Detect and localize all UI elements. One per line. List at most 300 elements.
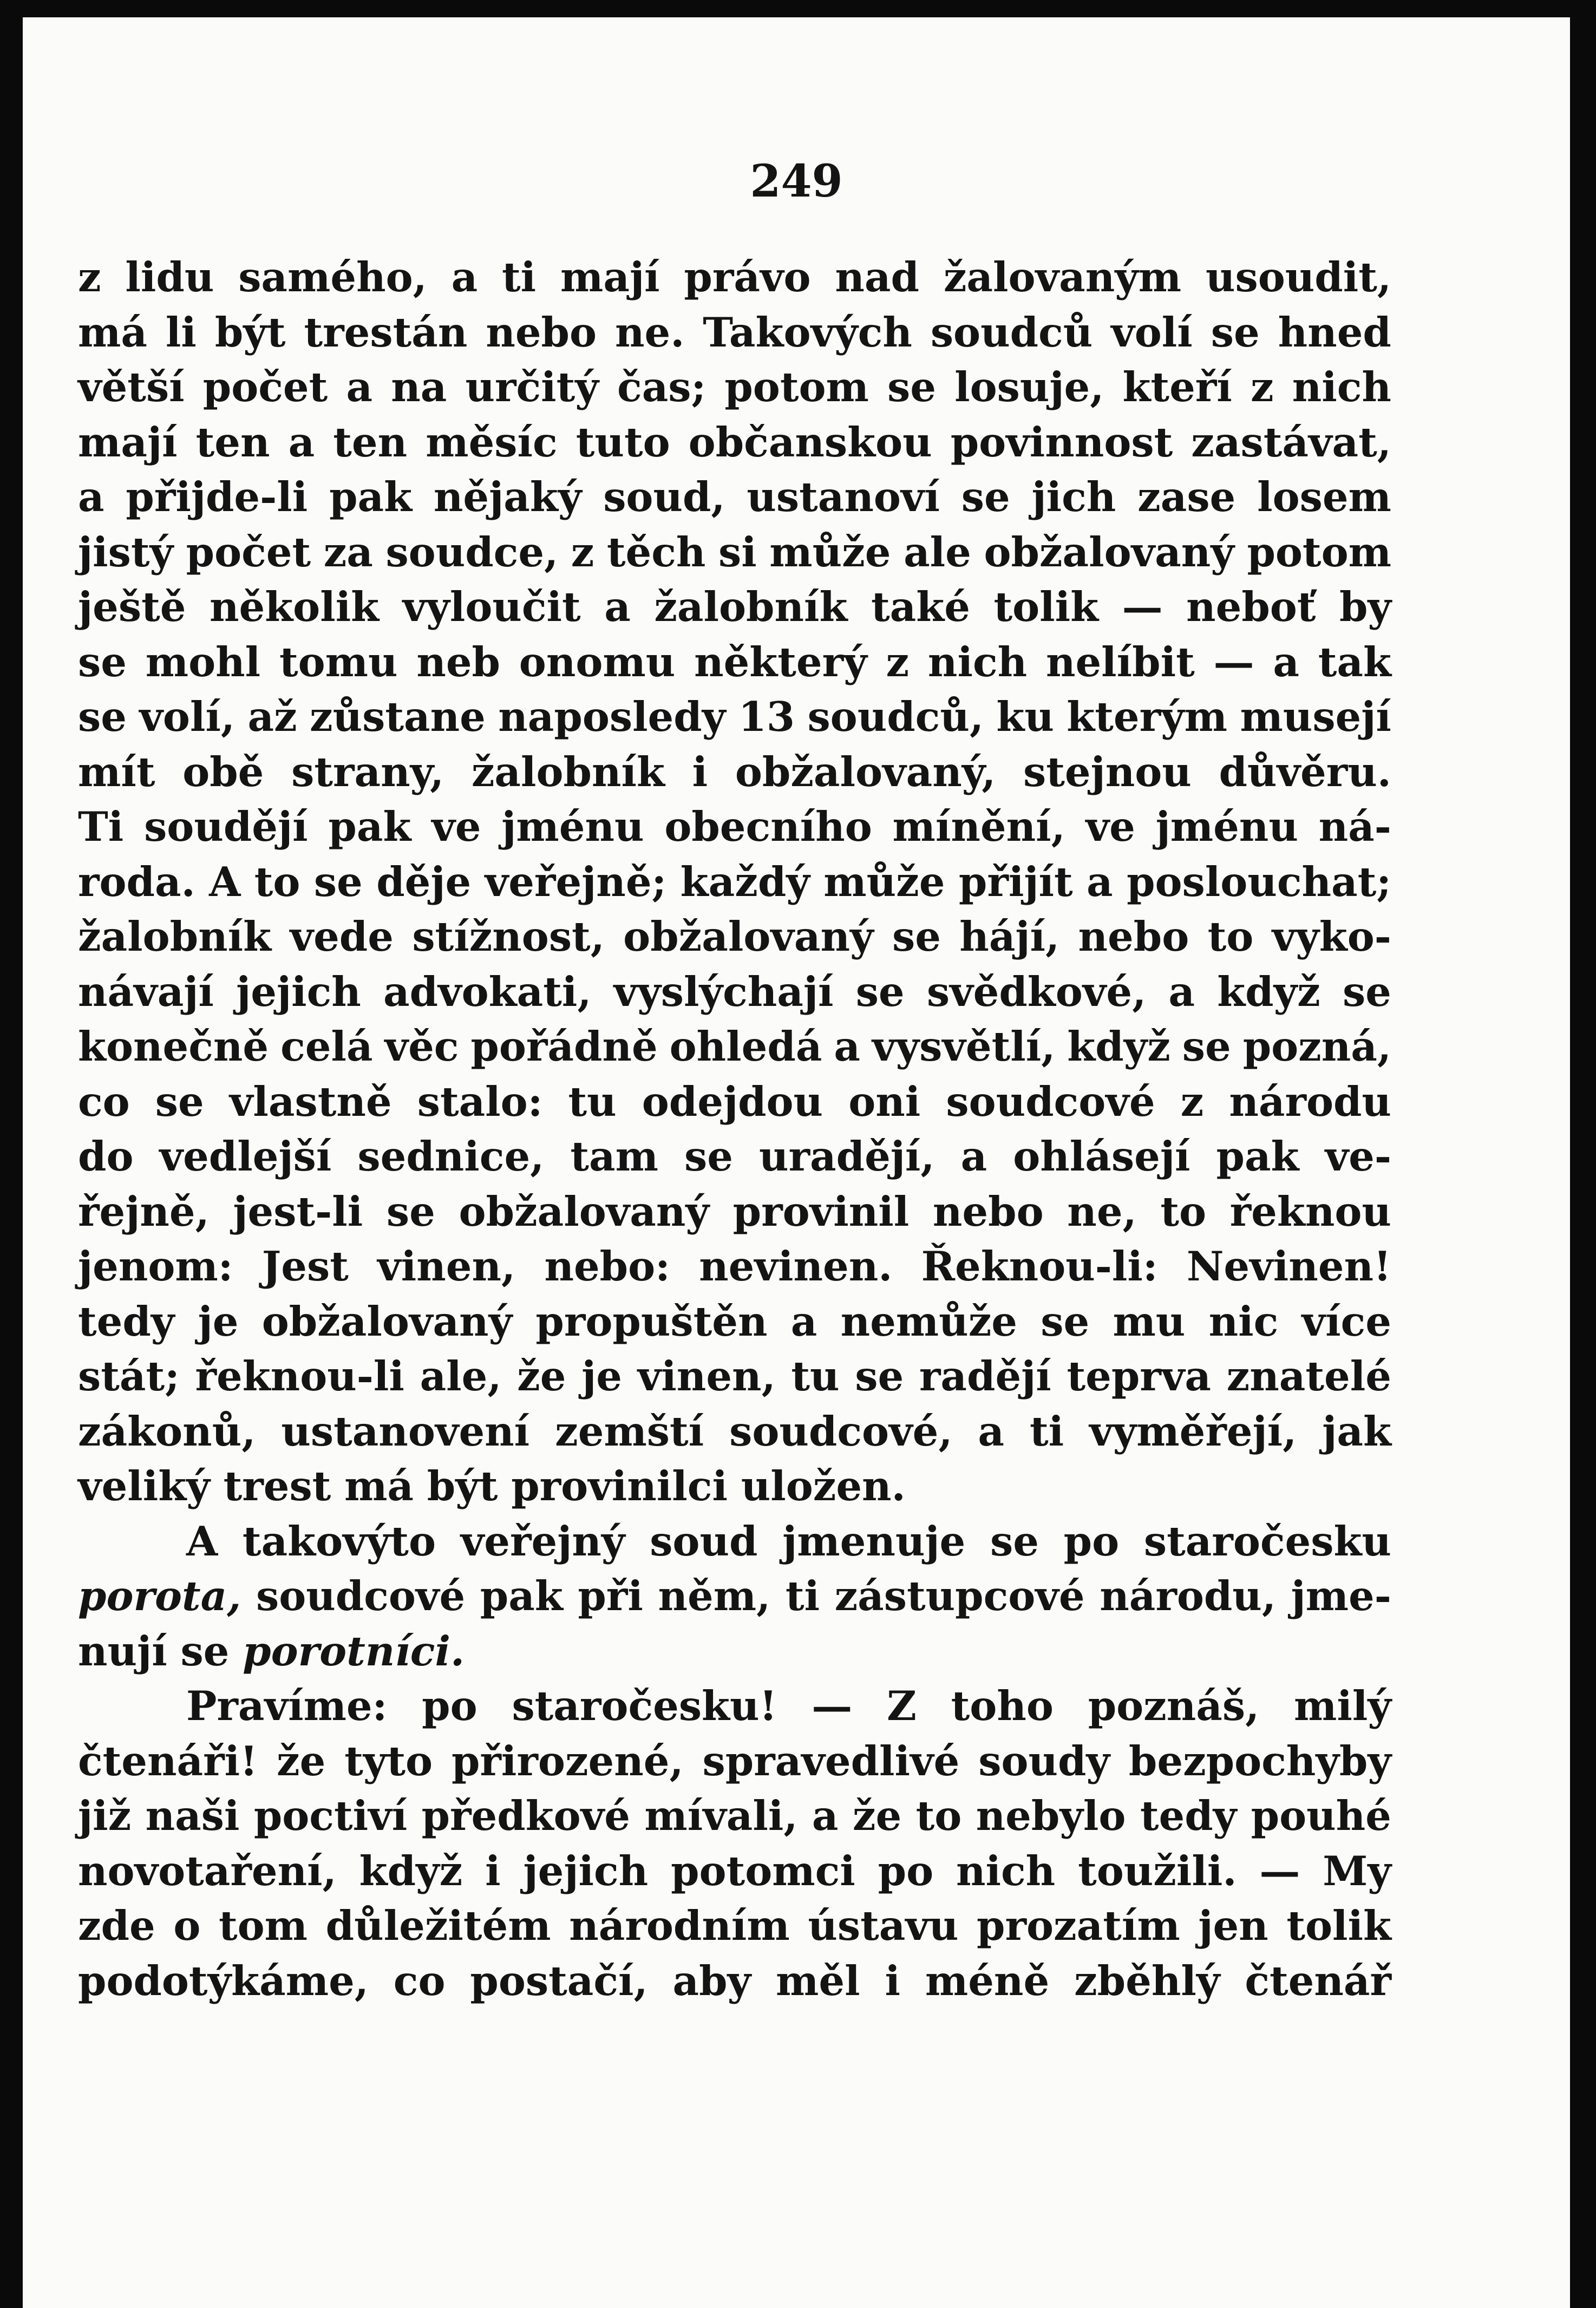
word: do (78, 1133, 134, 1180)
word: se (990, 1517, 1039, 1565)
word: poznáš, (1088, 1682, 1260, 1730)
word: lidu (125, 253, 214, 301)
word: nic (1208, 1297, 1279, 1345)
word: každý (680, 858, 810, 906)
word: a (834, 1023, 860, 1070)
word: nebo (1078, 913, 1189, 960)
word: A (186, 1517, 218, 1565)
word: větší (78, 363, 185, 411)
word: A (209, 858, 241, 906)
word: a (1168, 967, 1195, 1016)
word: a (1087, 858, 1113, 906)
word: řejně, (78, 1187, 210, 1235)
word: se (892, 913, 941, 960)
word: čtenář (1245, 1957, 1391, 2005)
word: a (978, 1407, 1005, 1455)
word: jménu (501, 803, 644, 851)
scan-border-top (0, 0, 1596, 17)
text-line (78, 690, 1391, 745)
word: věc (384, 1023, 459, 1070)
text-line (78, 1624, 1391, 1679)
text-line (78, 745, 1391, 800)
word: se (1211, 308, 1260, 356)
word: zemští (555, 1407, 704, 1455)
text-line (78, 1019, 1391, 1075)
word: sednice, (357, 1133, 545, 1180)
word: o (173, 1902, 201, 1950)
word: žalovaným (943, 253, 1182, 301)
word: vysvětlí, (872, 1023, 1056, 1070)
word: prozatím (977, 1902, 1180, 1950)
text-line (78, 635, 1391, 690)
word: by (1339, 583, 1391, 631)
word: za (323, 528, 373, 576)
word: trestán (304, 308, 468, 356)
word: se (78, 638, 127, 686)
word: po (422, 1682, 478, 1730)
word: jich (1031, 473, 1116, 521)
word: přijít (958, 858, 1073, 906)
paper-sheet (23, 17, 1570, 2308)
word: vyko- (1272, 913, 1391, 960)
word: tu (568, 1077, 617, 1126)
word: na (391, 363, 447, 411)
word: národním (569, 1902, 790, 1950)
word: vinen, (637, 1352, 776, 1400)
word: tedy (78, 1297, 175, 1345)
word: občanskou (688, 418, 932, 466)
word: i (692, 748, 708, 796)
word: vyslýchají (613, 967, 834, 1016)
word: a (790, 1297, 817, 1345)
word: uložen. (741, 1462, 906, 1510)
word: mu (1113, 1297, 1186, 1345)
text-line (78, 800, 1391, 855)
word: žalobník (78, 913, 272, 960)
word: nad (835, 253, 919, 301)
word: národu, (1100, 1572, 1276, 1620)
word: že (852, 1792, 902, 1840)
word: Pravíme: (186, 1682, 388, 1730)
word: tak (1318, 638, 1391, 686)
word: obžalovaný (261, 1297, 513, 1345)
text-line (78, 1349, 1391, 1404)
word: být (214, 308, 286, 356)
word: kteří (1122, 363, 1232, 411)
word: a (346, 363, 373, 411)
word: 13 (738, 693, 795, 741)
word: soud, (603, 473, 725, 521)
word: i (885, 1957, 900, 2005)
word: a (960, 1133, 987, 1180)
word: a (812, 1792, 839, 1840)
word: také (871, 583, 970, 631)
word: důležitém (325, 1902, 551, 1950)
word: soudcové, (729, 1407, 953, 1455)
text-line (78, 1954, 1391, 2009)
word: neboť (1186, 583, 1316, 631)
word: se (961, 473, 1010, 521)
word: určitý (465, 363, 599, 411)
word: a (604, 583, 631, 631)
word: veřejný (460, 1517, 625, 1565)
word: provinilci (511, 1462, 728, 1510)
word: My (1323, 1847, 1391, 1895)
word: vlastně (229, 1077, 392, 1126)
text-line (78, 1734, 1391, 1789)
word: tuto (575, 418, 670, 466)
word: staročesku (1143, 1517, 1391, 1565)
word: milý (1294, 1682, 1391, 1730)
word: ohledá (669, 1023, 822, 1070)
word: ještě (78, 583, 186, 631)
word: být (427, 1462, 498, 1510)
word: tyto (344, 1737, 433, 1785)
word: jest-li (233, 1187, 363, 1235)
word: strany, (291, 748, 444, 796)
word: se (180, 1627, 230, 1675)
word: propuštěn (535, 1297, 768, 1345)
word: je (198, 1297, 239, 1345)
word: jistý (78, 528, 174, 576)
word: neb (416, 638, 500, 686)
word: pak (1216, 1133, 1299, 1180)
scan-border-right (1570, 0, 1596, 2308)
word: pak (328, 803, 411, 851)
word: zástupcové (834, 1572, 1085, 1620)
word: obžalovaný, (735, 748, 996, 796)
text-line (78, 470, 1391, 525)
text-line (78, 1514, 1391, 1570)
word: soudy (978, 1737, 1110, 1785)
word: když (1217, 967, 1320, 1016)
word: pak (329, 473, 413, 521)
word: ve (1085, 803, 1135, 851)
word: mají (78, 418, 178, 466)
word: může (769, 528, 891, 576)
word: provinil (732, 1187, 910, 1235)
word: řeknou (1229, 1187, 1391, 1235)
text-line (78, 250, 1391, 305)
word: trest (223, 1462, 331, 1510)
word: počet (202, 363, 328, 411)
text-line (78, 415, 1391, 470)
text-line (78, 1239, 1391, 1294)
word: již (78, 1792, 132, 1840)
scan-border-left (0, 0, 23, 2308)
text-line (78, 1129, 1391, 1185)
word: tomu (279, 638, 398, 686)
text-line (78, 1294, 1391, 1350)
word: i (485, 1847, 501, 1895)
word: oni (848, 1077, 921, 1126)
text-line (78, 1844, 1391, 1899)
word: pak (480, 1572, 563, 1620)
word: se (155, 1077, 204, 1126)
word: po (878, 1847, 934, 1895)
word: — (1213, 638, 1254, 686)
word: měl (776, 1957, 860, 2005)
word: nich (1292, 363, 1391, 411)
word: zde (78, 1902, 155, 1950)
word: onomu (519, 638, 676, 686)
word: soudce, (385, 528, 559, 576)
word: nebylo (976, 1792, 1126, 1840)
word: hájí, (959, 913, 1060, 960)
word: volí (1111, 308, 1193, 356)
word: právo (684, 253, 811, 301)
word: počet (186, 528, 311, 576)
word: naposledy (498, 693, 726, 741)
word: to (1160, 1187, 1206, 1235)
word: nují (78, 1627, 167, 1675)
word: má (78, 308, 147, 356)
word: přirozené, (451, 1737, 684, 1785)
word: teprva (1067, 1352, 1211, 1400)
word: advokati, (383, 967, 592, 1016)
word: ustanovení (281, 1407, 530, 1455)
word: se (684, 1133, 733, 1180)
word: soudějí (144, 803, 308, 851)
word: to (1207, 913, 1254, 960)
text-line (78, 855, 1391, 910)
word: roda. (78, 858, 195, 906)
word: ohlásejí (1013, 1133, 1191, 1180)
word: potom (724, 363, 869, 411)
page-number: 249 (750, 155, 843, 207)
word: obžalovaný (623, 913, 874, 960)
word: jen (1198, 1902, 1268, 1950)
word: přijde-li (126, 473, 308, 521)
word: ve (431, 803, 481, 851)
text-line (78, 1789, 1391, 1844)
word: stát; (78, 1352, 180, 1400)
word: stalo: (417, 1077, 543, 1126)
word: pozná, (1242, 1023, 1391, 1070)
word: když (359, 1847, 463, 1895)
word: ten (333, 418, 408, 466)
word: některý (694, 638, 867, 686)
word: konečně (78, 1023, 269, 1070)
word: hned (1278, 308, 1391, 356)
word: se (1182, 1023, 1231, 1070)
word: když (1067, 1023, 1170, 1070)
word: losem (1257, 473, 1391, 521)
text-line (78, 305, 1391, 361)
word: z (571, 528, 594, 576)
word: ne. (614, 308, 685, 356)
word: ve- (1325, 1133, 1391, 1180)
word: svědkové, (926, 967, 1147, 1016)
word: se (855, 1352, 904, 1400)
word: veliký (78, 1462, 210, 1510)
word: ti (1029, 1407, 1064, 1455)
word: samého, (238, 253, 427, 301)
word: podotýkáme, (78, 1957, 369, 2005)
text-line (78, 965, 1391, 1020)
word: usoudit, (1205, 253, 1391, 301)
word: že (517, 1352, 566, 1400)
word: tolik (1286, 1902, 1391, 1950)
word: — (1259, 1847, 1300, 1895)
word: z (1250, 363, 1274, 411)
word: ne, (1067, 1187, 1137, 1235)
word: staročesku! (512, 1682, 777, 1730)
word: tedy (1140, 1792, 1237, 1840)
word: obžalovaný (459, 1187, 709, 1235)
word: jmenuje (782, 1517, 966, 1565)
body-text (78, 250, 1391, 2009)
word: aby (672, 1957, 751, 2005)
word: a (451, 253, 478, 301)
text-line (78, 1459, 1391, 1514)
text-line (78, 525, 1391, 580)
word: znatelé (1226, 1352, 1391, 1400)
word: při (578, 1572, 643, 1620)
word: a (78, 473, 104, 521)
word: žalobník (471, 748, 665, 796)
word: nich (956, 1847, 1056, 1895)
word: po (1063, 1517, 1120, 1565)
word: poslouchat; (1127, 858, 1391, 906)
word: ti (785, 1572, 820, 1620)
word: jejich (523, 1847, 649, 1895)
word: vyloučit (402, 583, 581, 631)
word: ústavu (808, 1902, 959, 1950)
word: poctiví (253, 1792, 408, 1840)
word: tom (219, 1902, 308, 1950)
word: obžalovaný (984, 528, 1234, 576)
word: soudců (930, 308, 1093, 356)
text-line (78, 1404, 1391, 1460)
word: naši (145, 1792, 240, 1840)
text-line (78, 1075, 1391, 1130)
word: nebo: (544, 1243, 670, 1290)
word: národu (1229, 1077, 1391, 1126)
word: Z (887, 1682, 917, 1730)
word: se (386, 1187, 435, 1235)
word: několik (209, 583, 380, 631)
word: se (1041, 1297, 1090, 1345)
word: porota, (78, 1572, 241, 1620)
word: Nevinen! (1186, 1243, 1391, 1290)
word: ten (195, 418, 270, 466)
word: děje (376, 858, 472, 906)
word: porotníci. (243, 1627, 465, 1675)
word: soud (650, 1517, 758, 1565)
word: stížnost, (412, 913, 605, 960)
word: tolik (993, 583, 1099, 631)
word: tam (570, 1133, 658, 1180)
word: řeknou-li (195, 1352, 404, 1400)
word: Řeknou-li: (921, 1243, 1158, 1290)
word: tu (791, 1352, 840, 1400)
word: to (254, 858, 300, 906)
word: li (165, 308, 197, 356)
word: ná- (1318, 803, 1391, 851)
word: z (886, 638, 910, 686)
word: a (1273, 638, 1299, 686)
word: to (915, 1792, 962, 1840)
word: obě (182, 748, 264, 796)
word: — (1122, 583, 1163, 631)
word: potom (1247, 528, 1391, 576)
text-line (78, 360, 1391, 415)
word: ti (502, 253, 537, 301)
word: jménu (1155, 803, 1298, 851)
word: jak (1322, 1407, 1391, 1455)
word: z (78, 253, 101, 301)
word: mohl (145, 638, 261, 686)
word: až (247, 693, 297, 741)
word: důvěru. (1219, 748, 1391, 796)
word: co (78, 1077, 130, 1126)
word: pouhé (1251, 1792, 1391, 1840)
word: více (1301, 1297, 1391, 1345)
word: celá (280, 1023, 373, 1070)
word: — (812, 1682, 853, 1730)
word: zákonů, (78, 1407, 256, 1455)
word: a (288, 418, 315, 466)
word: se (78, 693, 127, 741)
word: že (276, 1737, 326, 1785)
word: zběhlý (1074, 1957, 1220, 2005)
word: je (581, 1352, 623, 1400)
word: mívali, (644, 1792, 798, 1840)
word: se (1342, 967, 1391, 1016)
word: se (313, 858, 363, 906)
word: vedlejší (159, 1133, 332, 1180)
word: má (344, 1462, 414, 1510)
word: volí, (139, 693, 236, 741)
text-line (78, 1899, 1391, 1954)
text-line (78, 580, 1391, 635)
word: nelíbit (1045, 638, 1195, 686)
word: ku (996, 693, 1054, 741)
word: z (1180, 1077, 1204, 1126)
text-line (78, 1679, 1391, 1734)
word: radějí (919, 1352, 1051, 1400)
word: může (823, 858, 945, 906)
word: toho (951, 1682, 1054, 1730)
word: těch (606, 528, 706, 576)
word: postačí, (470, 1957, 648, 2005)
word: obecního (664, 803, 872, 851)
word: zase (1137, 473, 1236, 521)
word: vinen, (377, 1243, 516, 1290)
text-line (78, 1185, 1391, 1240)
word: soudců, (807, 693, 984, 741)
word: stejnou (1023, 748, 1192, 796)
word: nemůže (840, 1297, 1018, 1345)
word: mít (78, 748, 155, 796)
word: vyměřejí, (1089, 1407, 1297, 1455)
word: si (718, 528, 757, 576)
word: odejdou (642, 1077, 823, 1126)
word: zastávat, (1191, 418, 1391, 466)
word: uradějí, (758, 1133, 935, 1180)
word: Ti (78, 803, 124, 851)
word: čtenáři! (78, 1737, 258, 1785)
word: jme- (1291, 1572, 1391, 1620)
word: ustanoví (747, 473, 940, 521)
word: musejí (1240, 693, 1391, 741)
word: toužili. (1078, 1847, 1237, 1895)
word: návají (78, 967, 214, 1016)
word: jenom: (78, 1243, 233, 1290)
word: veřejně; (485, 858, 667, 906)
word: žalobník (654, 583, 848, 631)
